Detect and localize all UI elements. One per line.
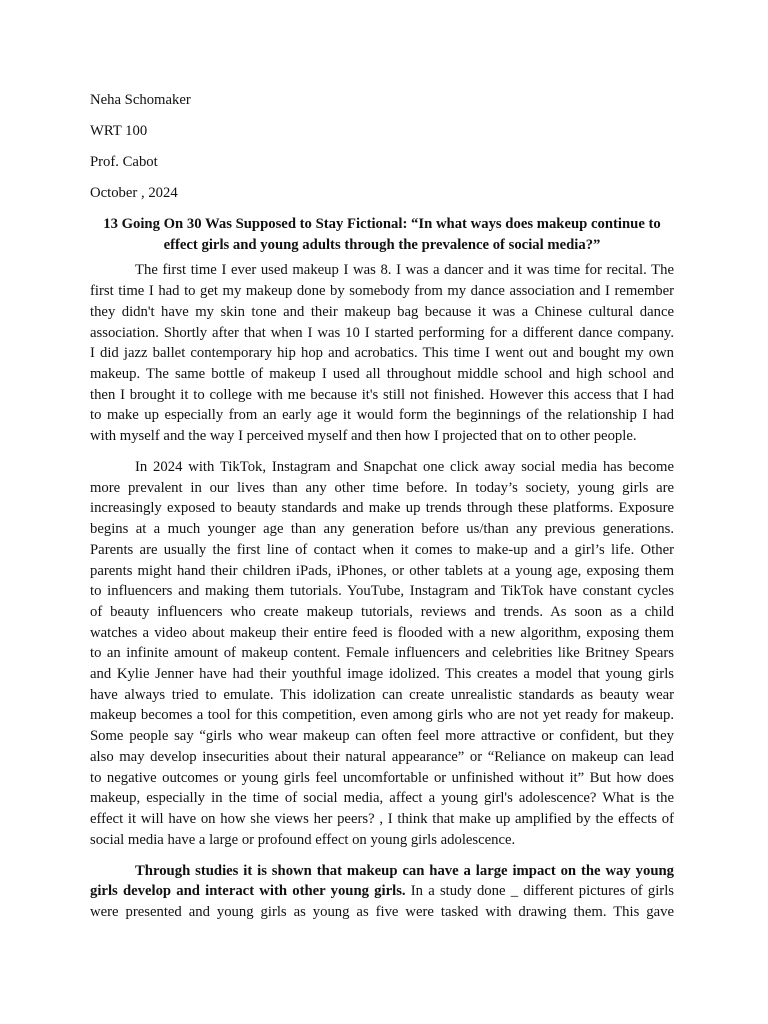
- paragraph-line: of beauty influencers who create makeup tutorials, reviews and trends. As soon as a child: [90, 603, 674, 620]
- paragraph-line: In 2024 with TikTok, Instagram and Snapchat one click away social media has become: [135, 459, 674, 476]
- paragraph-line: to influencers and making them tutorials. YouTube, Instagram and TikTok have constant cycles: [90, 583, 674, 600]
- paragraph-line: association. Shortly after that when I was 10 I started performing for a different dance company.: [90, 324, 674, 341]
- paragraph-line: also may develop insecurities about their natural appearance” or “Reliance on makeup can lead: [90, 748, 674, 765]
- paragraph-line: increasingly exposed to beauty standards and make up trends through these platforms. Exposure: [90, 500, 674, 517]
- title-line: effect girls and young adults through the prevalence of social media?”: [163, 236, 601, 253]
- paragraph-line: The first time I ever used makeup I was 8. I was a dancer and it was time for recital. The: [135, 262, 674, 279]
- paragraph-1: [90, 260, 674, 446]
- paragraph-line: to negative outcomes or young girls feel uncomfortable or unfinished without it” But how does: [90, 769, 674, 786]
- paragraph-line: more prevalent in our lives than any other time before. In today’s society, young girls are: [90, 479, 674, 496]
- paragraph-line: then I brought it to college with me because it's still not finished. However this access that I had: [90, 386, 674, 403]
- paragraph-line: social media have a large or profound effect on young girls adolescence.: [90, 831, 516, 848]
- professor-name: Prof. Cabot: [90, 154, 158, 170]
- paragraph-2: [90, 457, 674, 850]
- course-name: WRT 100: [90, 123, 148, 139]
- paragraph-line: were presented and young girls as young as five were tasked with drawing them. This gave: [90, 904, 674, 921]
- paragraph-text: In a study done _ different pictures of girls: [405, 883, 674, 900]
- paragraph-line: have always tried to emulate. This idolization can create unrealistic standards as beauty wear: [90, 686, 674, 703]
- paragraph-line: makeup, especially in the time of social media, affect a young girl's adolescence? What is the: [90, 790, 674, 807]
- paragraph-line: Parents are usually the first line of contact when it comes to make-up and a girl’s life. Other: [90, 541, 674, 558]
- paragraph-line: [90, 881, 674, 902]
- paragraph-line: to an infinite amount of makeup content. Female influencers and celebrities like Britney Spears: [90, 645, 674, 662]
- paragraph-line: Some people say “girls who wear makeup can often feel more attractive or confident, but they: [90, 728, 674, 745]
- paragraph-line: makeup. The same bottle of makeup I used all throughout middle school and high school and: [90, 365, 674, 382]
- thesis-bold-text: girls develop and interact with other young girls.: [90, 883, 406, 900]
- essay-title: [90, 214, 674, 255]
- paragraph-line: to make up especially from an early age it would form the beginnings of the relationship I had: [90, 407, 674, 424]
- paragraph-line: first time I had to get my makeup done by somebody from my dance association and I remember: [90, 283, 674, 300]
- paragraph-line: effect it will have on how she views her peers? , I think that make up amplified by the effects of: [90, 810, 674, 827]
- paragraph-line: I did jazz ballet contemporary hip hop and acrobatics. This time I went out and bought my own: [90, 345, 674, 362]
- document-page: [90, 90, 674, 933]
- paragraph-line: begins at a much younger age than any generation before us/than any previous generations.: [90, 521, 674, 538]
- paragraph-line: with myself and the way I perceived myself and then how I projected that on to other people.: [90, 428, 637, 445]
- paragraph-3: [90, 861, 674, 923]
- title-line: 13 Going On 30 Was Supposed to Stay Fictional: “In what ways does makeup continue to: [103, 216, 661, 232]
- essay-date: October , 2024: [90, 185, 178, 201]
- paragraph-line: watches a video about makeup their entire feed is flooded with a new algorithm, exposing them: [90, 624, 674, 641]
- paragraph-line: parents might hand their children iPads, iPhones, or other tablets at a young age, exposing them: [90, 562, 674, 579]
- author-name: Neha Schomaker: [90, 92, 191, 108]
- paragraph-line: and Kylie Jenner have had their youthful image idolized. This creates a model that young girls: [90, 666, 674, 683]
- paragraph-line-bold: Through studies it is shown that makeup can have a large impact on the way young: [135, 862, 674, 879]
- paragraph-line: makeup becomes a tool for this competition, even among girls who are not yet ready for makeup.: [90, 707, 674, 724]
- paragraph-line: they didn't have my skin tone and their makeup bag because it was a Chinese cultural dance: [90, 303, 674, 320]
